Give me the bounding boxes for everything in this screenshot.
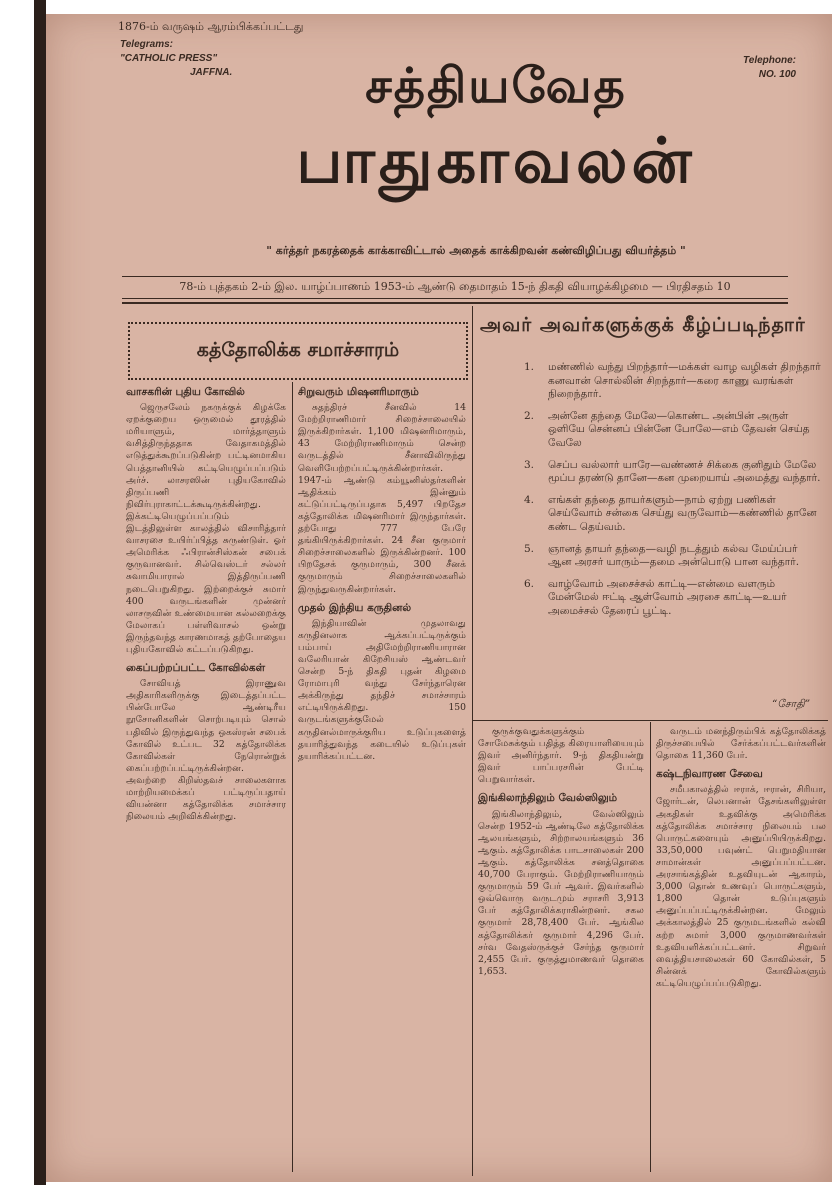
telegrams-block	[120, 38, 232, 80]
article-body: இங்கிலாந்திலும், வேல்ஸிலும் சென்ற 1952-ம் ஆண்டிலே கத்தோலிக்க ஆலயங்களும், சிற்றாலயங்களும் 36 ஆகும். கத்தோலிக்க பாடசாலைகள் 200 ஆகும். கத்தோலிக்க சனத்தொகை 40,700 பேராகும். மேற்றிராணியாரும் குருமாரும் 59 பேர் ஆவர். இவர்களில் ஒவ்வொரு வருடமும் சராசரி 3,913 பேர் கத்தோலிக்கராகின்றனர். சகல குருமார் 28,78,400 பேர். ஆங்கில கத்தோலிக்கர் குருமார் 4,296 பேர். சர்வ வேதஸ்ருக்குச் சேர்ந்த குருமார் 2,455 பேர். குருத்துமாணவர் தொகை 1,653.	[478, 808, 644, 977]
poem-title: அவர் அவர்களுக்குக் கீழ்ப்படிந்தார்	[480, 314, 806, 336]
article-heading: சிறுவரும் மிஷனரிமாரும்	[298, 386, 419, 398]
poem-stanza: 6. வாழ்வோம் அசைச்சல் காட்டி—என்மை வளரும் மேன்மேல் ஈட்டி ஆள்வோம் அரசை காட்டி—உயர் அமைச்சல் தேரைப் பூட்டி.	[524, 577, 787, 617]
poem-stanza: 2. அன்னே தந்தை மேலே—கொண்ட அன்பின் அருள் ஒளியே சென்னப் பின்னே போலே—எம் தேவன் செய்த வேலே	[524, 409, 810, 449]
article-heading: கைப்பற்றப்பட்ட கோவில்கள்	[126, 662, 266, 675]
article-body: வருடம் மனந்திரும்பிக் கத்தோலிக்கத் திருச்சபையில் சேர்க்கப்பட்டவர்களின் தொகை 11,360 பேர்.	[656, 726, 826, 762]
news-column-2	[298, 382, 466, 1172]
poem-bottom-rule	[472, 720, 828, 721]
news-column-3	[478, 726, 644, 1174]
news-column-4	[656, 726, 826, 1174]
telegrams-city: JAFFNA.	[190, 67, 233, 78]
telephone-block	[743, 54, 796, 82]
masthead-title-line2: பாதுகாவலன்	[296, 124, 696, 197]
article-heading: கஷ்டநிவாரண சேவை	[656, 768, 763, 781]
poem-stanza: 5. ஞானத் தாயர் தந்தை—வழி நடத்தும் கல்வ மேய்ப்பர் ஆன அரசர் யாரும்—தமை அன்பொடு பான வந்தார்.	[524, 542, 800, 569]
catholic-news-heading-box	[128, 322, 468, 380]
newspaper-page	[46, 14, 832, 1182]
header-rule	[122, 302, 788, 304]
article-heading: வாசகரின் புதிய கோவில்	[126, 386, 245, 398]
founded-note: 1876-ம் வருஷம் ஆரம்பிக்கப்பட்டது	[118, 20, 304, 33]
article-body: சுதந்திரச் சீனவில் 14 மேற்றிராணிமார் சிறைச்சாலையில் இருக்கிறார்கள். 1,100 மிஷனரிமாரும், 43 மேற்றிராணிமாரும் சென்ற வருடத்தில் சீனாவிலிருந்து வெளியேற்றப்பட்டிருக்கின்றார்கள். 1947-ம் ஆண்டு கம்யூனிஸ்தர்களின் ஆதிக்கம் இன்னும் கட்டுப்பட்டிருப்பதாக 5,497 பிறதேச கத்தோலிக்க மிஷனரிமார் இருந்தார்கள். தற்போது 777 பேரே தங்கியிருக்கிறார்கள். 24 சீன குருமார் சிறைச்சாலைகளில் இருக்கின்றனர். 100 பிறதேசக் குருமாரும், 300 சீனக் குருமாரும் சிறைச்சாலைகளில் இருந்துவருகின்றார்கள்.	[298, 402, 466, 595]
dateline: 78-ம் புத்தகம் 2-ம் இல. யாழ்ப்பாணம் 1953-ம் ஆண்டு தைமாதம் 15-ந் திகதி வியாழக்கிழமை — பிரதிசதம் 10	[122, 276, 788, 299]
telephone-label: Telephone:	[743, 55, 796, 66]
poem	[524, 361, 824, 627]
masthead-title-line1: சத்தியவேத	[365, 58, 627, 114]
article-body: ஜெருசலேம் நகருக்குக் கிழக்கே ஏறக்குறைய ஒருமைல் தூரத்தில் மரியாளும், மார்த்தாளும் வசித்திருந்ததாக வேதாகமத்தில் எடுத்துக்கூறப்படுகின்ற பட்டினமாகிய பெத்தானியில் கட்டியெழுப்பப்படும் அர்ச். லாசரஸின் புதியகோவில் திருப்பணி நிவிர்புராகாட்டக்கூடிருக்கின்றது. இக்கட்டியெழுப்பப்படும் இடத்திலுள்ள காலத்தில் விசாரித்தார் வாசரசை உயிர்ப்பித்த சுருண்டுள். ஓர் அமெரிக்க ஃபிரான்சிஸ்கன் சபைக் குருவானவர். சில்வெஸ்டர் சல்லர் சுவாமியாரால் இத்திருப்பணி நடைபெறுகிறது. இற்றைக்குச் சுமார் 400 வருடங்களின் முன்னர் லாசருவின் உண்மையான கல்லறைக்கு மேலாகப் பள்ளிவாசல் ஒன்று இருந்தவந்த காரணமாகத் தற்போதைய புதியகோவில் கட்டப்படுகிறது.	[126, 402, 286, 655]
article-heading: இங்கிலாந்திலும் வேல்ஸிலும்	[478, 792, 618, 805]
poem-stanza: 4. எங்கள் தந்தை தாயர்களும்—நாம் ஏற்று பணிகள் செய்வோம் சன்கை செய்து வருவோம்—கண்ணில் தானே கண்ட தெய்வம்.	[524, 493, 817, 533]
motto: " கர்த்தர் நகரத்தைக் காக்காவிட்டால் அதைக் காக்கிறவன் கண்விழிப்பது வியர்த்தம் "	[266, 244, 686, 257]
telegrams-address: "CATHOLIC PRESS"	[120, 53, 218, 64]
catholic-news-heading: கத்தோலிக்க சமாச்சாரம்	[196, 338, 400, 361]
poem-signature: “சோதி”	[772, 698, 811, 710]
article-heading: முதல் இந்திய கருதினல்	[298, 601, 412, 614]
article-body: இந்தியாவின் முதலாவது கருதினலாக ஆக்கப்பட்டிருக்கும் பம்பாய் அதிமேற்றிராணியாரான வலேரியான் கிறேசியஸ் ஆண்டவர் சென்ற 5-ந் திகதி புதன் கிழமை ரோமாபுரி வந்து சேர்ந்தாரென அக்கிருந்து தந்திச் சமாச்சாரம் எட்டியிருக்கிறது. 150 வருடங்களுக்குமேல் கருதினல்மாருக்குரிய உடுப்புகளைத் தயாரித்துவந்த கடையில் உடுப்புகள் தயாரிக்கப்பட்டன.	[298, 617, 466, 762]
scan-margin	[0, 0, 46, 1185]
article-body: சமீபகாலத்தில் ஈராக், ஈரான், சிரியா, ஜோர்டன், லெபனான் தேசங்களிலுள்ள அகதிகள் உதவிக்கு அமெரிக்க கத்தோலிக்க சமாச்சார நிலையம் பல பொருட்களையும் அனுப்பியிருக்கிறது. 33,50,000 பவுண்ட் பெறுமதியான சாமான்கள் அனுப்பப்பட்டன. அரசாங்கத்தின் உதவியுடன் ஆகாரம், 3,000 தொன் உணவுப் பொருட்களும், 1,800 தொன் உடுப்புகளும் அனுப்பப்பட்டிருக்கின்றன. மேலும் அக்காலத்தில் 25 குருமடங்களில் கல்வி கற்ற சுமார் 3,000 குருமாணவர்கள் உதவியளிக்கப்பட்டனர். சிறுவர் வைத்தியசாலைகள் 60 கோவில்கள், 5 சின்னக் கோவில்களும் கட்டியெழுப்பப்படுகிறது.	[656, 784, 826, 989]
news-column-1	[126, 382, 286, 1172]
column-rule-left	[292, 382, 293, 1172]
poem-stanza: 3. செப்ப வல்லார் யாரே—வண்ணச் சிக்கை குனிதும் மேலே மூப்ப தரண்டு தானே—கன முறையாய் அமைத்து வந்தார்.	[524, 458, 821, 485]
column-rule-center	[472, 306, 473, 1176]
binding-edge	[34, 0, 46, 1185]
article-body: சோவியத் இராணுவ அதிகாரிகளிருக்கு இடைத்தப்பட்ட பின்போலே ஆண்டிரீய நூசோனிகளின் சொற்படியும் சொல் பதிவில் இருந்துவந்த ஒகஸ்ரன் சபைக் கோவில் உட்பட 32 கத்தோலிக்க கோவில்கள் நேரொன்றுக் கைப்பற்றப்பட்டிருக்கின்றன. அவற்றை கிறிஸ்தவச் சாலைகளாக மாற்றியமைக்கப் பட்டிருப்பதாய் வியன்னா கத்தோலிக்க சமாச்சார நிலையம் அறிவிக்கின்றது.	[126, 678, 286, 823]
telephone-number: NO. 100	[758, 69, 796, 80]
column-rule-right	[650, 722, 651, 1172]
poem-stanza: 1. மண்ணில் வந்து பிறந்தார்—மக்கள் வாழ வழிகள் திறந்தார் கனவான் சொல்லின் சிறந்தார்—கரை காணு வரங்கள் நிறைந்தார்.	[524, 361, 821, 401]
telegrams-label: Telegrams:	[120, 39, 173, 50]
article-body: குருக்குவதுக்களுக்கும் சோமேசுக்கும் பதித்த கிரையாளியையும் இவர் அனிர்ந்தார். 9-ந் திகதியன்று இவர் பாப்பரசரின் பேட்டி பெறுவார்கள்.	[478, 726, 644, 786]
